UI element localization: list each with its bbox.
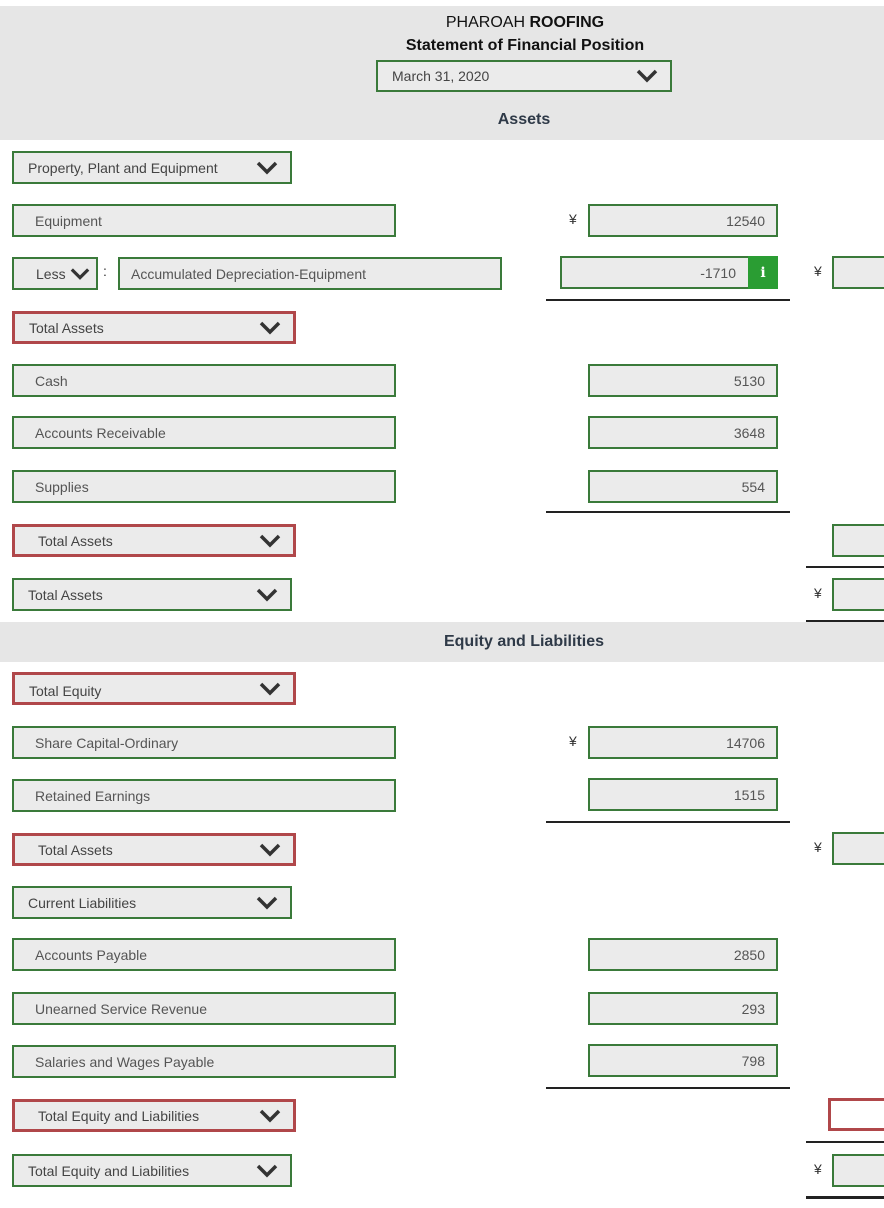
company-prefix: PHAROAH bbox=[445, 14, 525, 31]
equipment-amount-field[interactable]: 12540 bbox=[588, 204, 778, 237]
chevron-down-icon bbox=[259, 843, 281, 857]
currency-symbol: ¥ bbox=[814, 263, 822, 279]
info-icon[interactable]: i bbox=[748, 256, 778, 289]
chevron-down-icon bbox=[259, 321, 281, 335]
current-assets-total-field[interactable] bbox=[832, 524, 884, 557]
chevron-down-icon bbox=[256, 161, 278, 175]
subtotal-rule bbox=[546, 1087, 790, 1089]
supplies-label-field[interactable]: Supplies bbox=[12, 470, 396, 503]
current-assets-total-select[interactable] bbox=[12, 524, 296, 557]
chevron-down-icon bbox=[259, 1109, 281, 1123]
ar-label-field[interactable]: Accounts Receivable bbox=[12, 416, 396, 449]
date-select[interactable] bbox=[376, 60, 672, 92]
accum-dep-amount-field[interactable]: -1710 bbox=[560, 256, 778, 289]
statement-title: Statement of Financial Position bbox=[405, 37, 645, 54]
currency-symbol: ¥ bbox=[569, 211, 577, 227]
equity-total-value: Total Assets bbox=[38, 841, 113, 858]
currency-symbol: ¥ bbox=[569, 733, 577, 749]
ppe-heading-value: Property, Plant and Equipment bbox=[28, 159, 218, 176]
salaries-payable-label-field[interactable]: Salaries and Wages Payable bbox=[12, 1045, 396, 1078]
cash-label-field[interactable]: Cash bbox=[12, 364, 396, 397]
current-assets-total-value: Total Assets bbox=[38, 532, 113, 549]
total-rule bbox=[806, 566, 884, 568]
company-suffix: ROOFING bbox=[529, 14, 605, 31]
colon-separator: : bbox=[103, 263, 107, 279]
ppe-heading-select[interactable] bbox=[12, 151, 292, 184]
total-assets-select[interactable] bbox=[12, 578, 292, 611]
currency-symbol: ¥ bbox=[814, 1161, 822, 1177]
subtotal-rule bbox=[546, 821, 790, 823]
currency-symbol: ¥ bbox=[814, 585, 822, 601]
ppe-net-total-field[interactable] bbox=[832, 256, 884, 289]
grand-total-select[interactable] bbox=[12, 1154, 292, 1187]
unearned-revenue-label-field[interactable]: Unearned Service Revenue bbox=[12, 992, 396, 1025]
accounts-payable-amount-field[interactable]: 2850 bbox=[588, 938, 778, 971]
equity-total-field[interactable] bbox=[832, 832, 884, 865]
equity-heading-value: Total Equity bbox=[29, 682, 102, 699]
currency-symbol: ¥ bbox=[814, 839, 822, 855]
liabilities-total-select[interactable] bbox=[12, 1099, 296, 1132]
ppe-total-value: Total Assets bbox=[29, 319, 104, 336]
subtotal-rule bbox=[546, 299, 790, 301]
accum-dep-label-field[interactable]: Accumulated Depreciation-Equipment bbox=[118, 257, 502, 290]
less-select-value: Less bbox=[36, 265, 66, 282]
current-liabilities-select[interactable] bbox=[12, 886, 292, 919]
ar-amount-field[interactable]: 3648 bbox=[588, 416, 778, 449]
total-rule bbox=[806, 1141, 884, 1143]
assets-heading: Assets bbox=[497, 111, 551, 128]
company-name bbox=[375, 14, 675, 32]
chevron-down-icon bbox=[70, 267, 90, 281]
chevron-down-icon bbox=[256, 1164, 278, 1178]
date-select-value: March 31, 2020 bbox=[392, 68, 490, 84]
share-capital-amount-field[interactable]: 14706 bbox=[588, 726, 778, 759]
share-capital-label-field[interactable]: Share Capital-Ordinary bbox=[12, 726, 396, 759]
equity-liabilities-heading: Equity and Liabilities bbox=[443, 633, 605, 650]
retained-earnings-label-field[interactable]: Retained Earnings bbox=[12, 779, 396, 812]
double-total-rule bbox=[806, 1196, 884, 1199]
chevron-down-icon bbox=[256, 588, 278, 602]
cash-amount-field[interactable]: 5130 bbox=[588, 364, 778, 397]
chevron-down-icon bbox=[259, 682, 281, 696]
accounts-payable-label-field[interactable]: Accounts Payable bbox=[12, 938, 396, 971]
equipment-label-field[interactable]: Equipment bbox=[12, 204, 396, 237]
grand-total-value: Total Equity and Liabilities bbox=[28, 1162, 190, 1179]
unearned-revenue-amount-field[interactable]: 293 bbox=[588, 992, 778, 1025]
total-assets-field[interactable] bbox=[832, 578, 884, 611]
chevron-down-icon bbox=[636, 69, 658, 83]
less-select[interactable] bbox=[12, 257, 98, 290]
liabilities-total-value: Total Equity and Liabilities bbox=[38, 1107, 200, 1124]
liabilities-total-field[interactable] bbox=[828, 1098, 884, 1131]
chevron-down-icon bbox=[256, 896, 278, 910]
grand-total-field[interactable] bbox=[832, 1154, 884, 1187]
current-liabilities-value: Current Liabilities bbox=[28, 894, 137, 911]
equity-total-select[interactable] bbox=[12, 833, 296, 866]
total-assets-value: Total Assets bbox=[28, 586, 103, 603]
equity-heading-select[interactable] bbox=[12, 672, 296, 705]
subtotal-rule bbox=[546, 511, 790, 513]
chevron-down-icon bbox=[259, 534, 281, 548]
retained-earnings-amount-field[interactable]: 1515 bbox=[588, 778, 778, 811]
ppe-total-select[interactable] bbox=[12, 311, 296, 344]
salaries-payable-amount-field[interactable]: 798 bbox=[588, 1044, 778, 1077]
supplies-amount-field[interactable]: 554 bbox=[588, 470, 778, 503]
